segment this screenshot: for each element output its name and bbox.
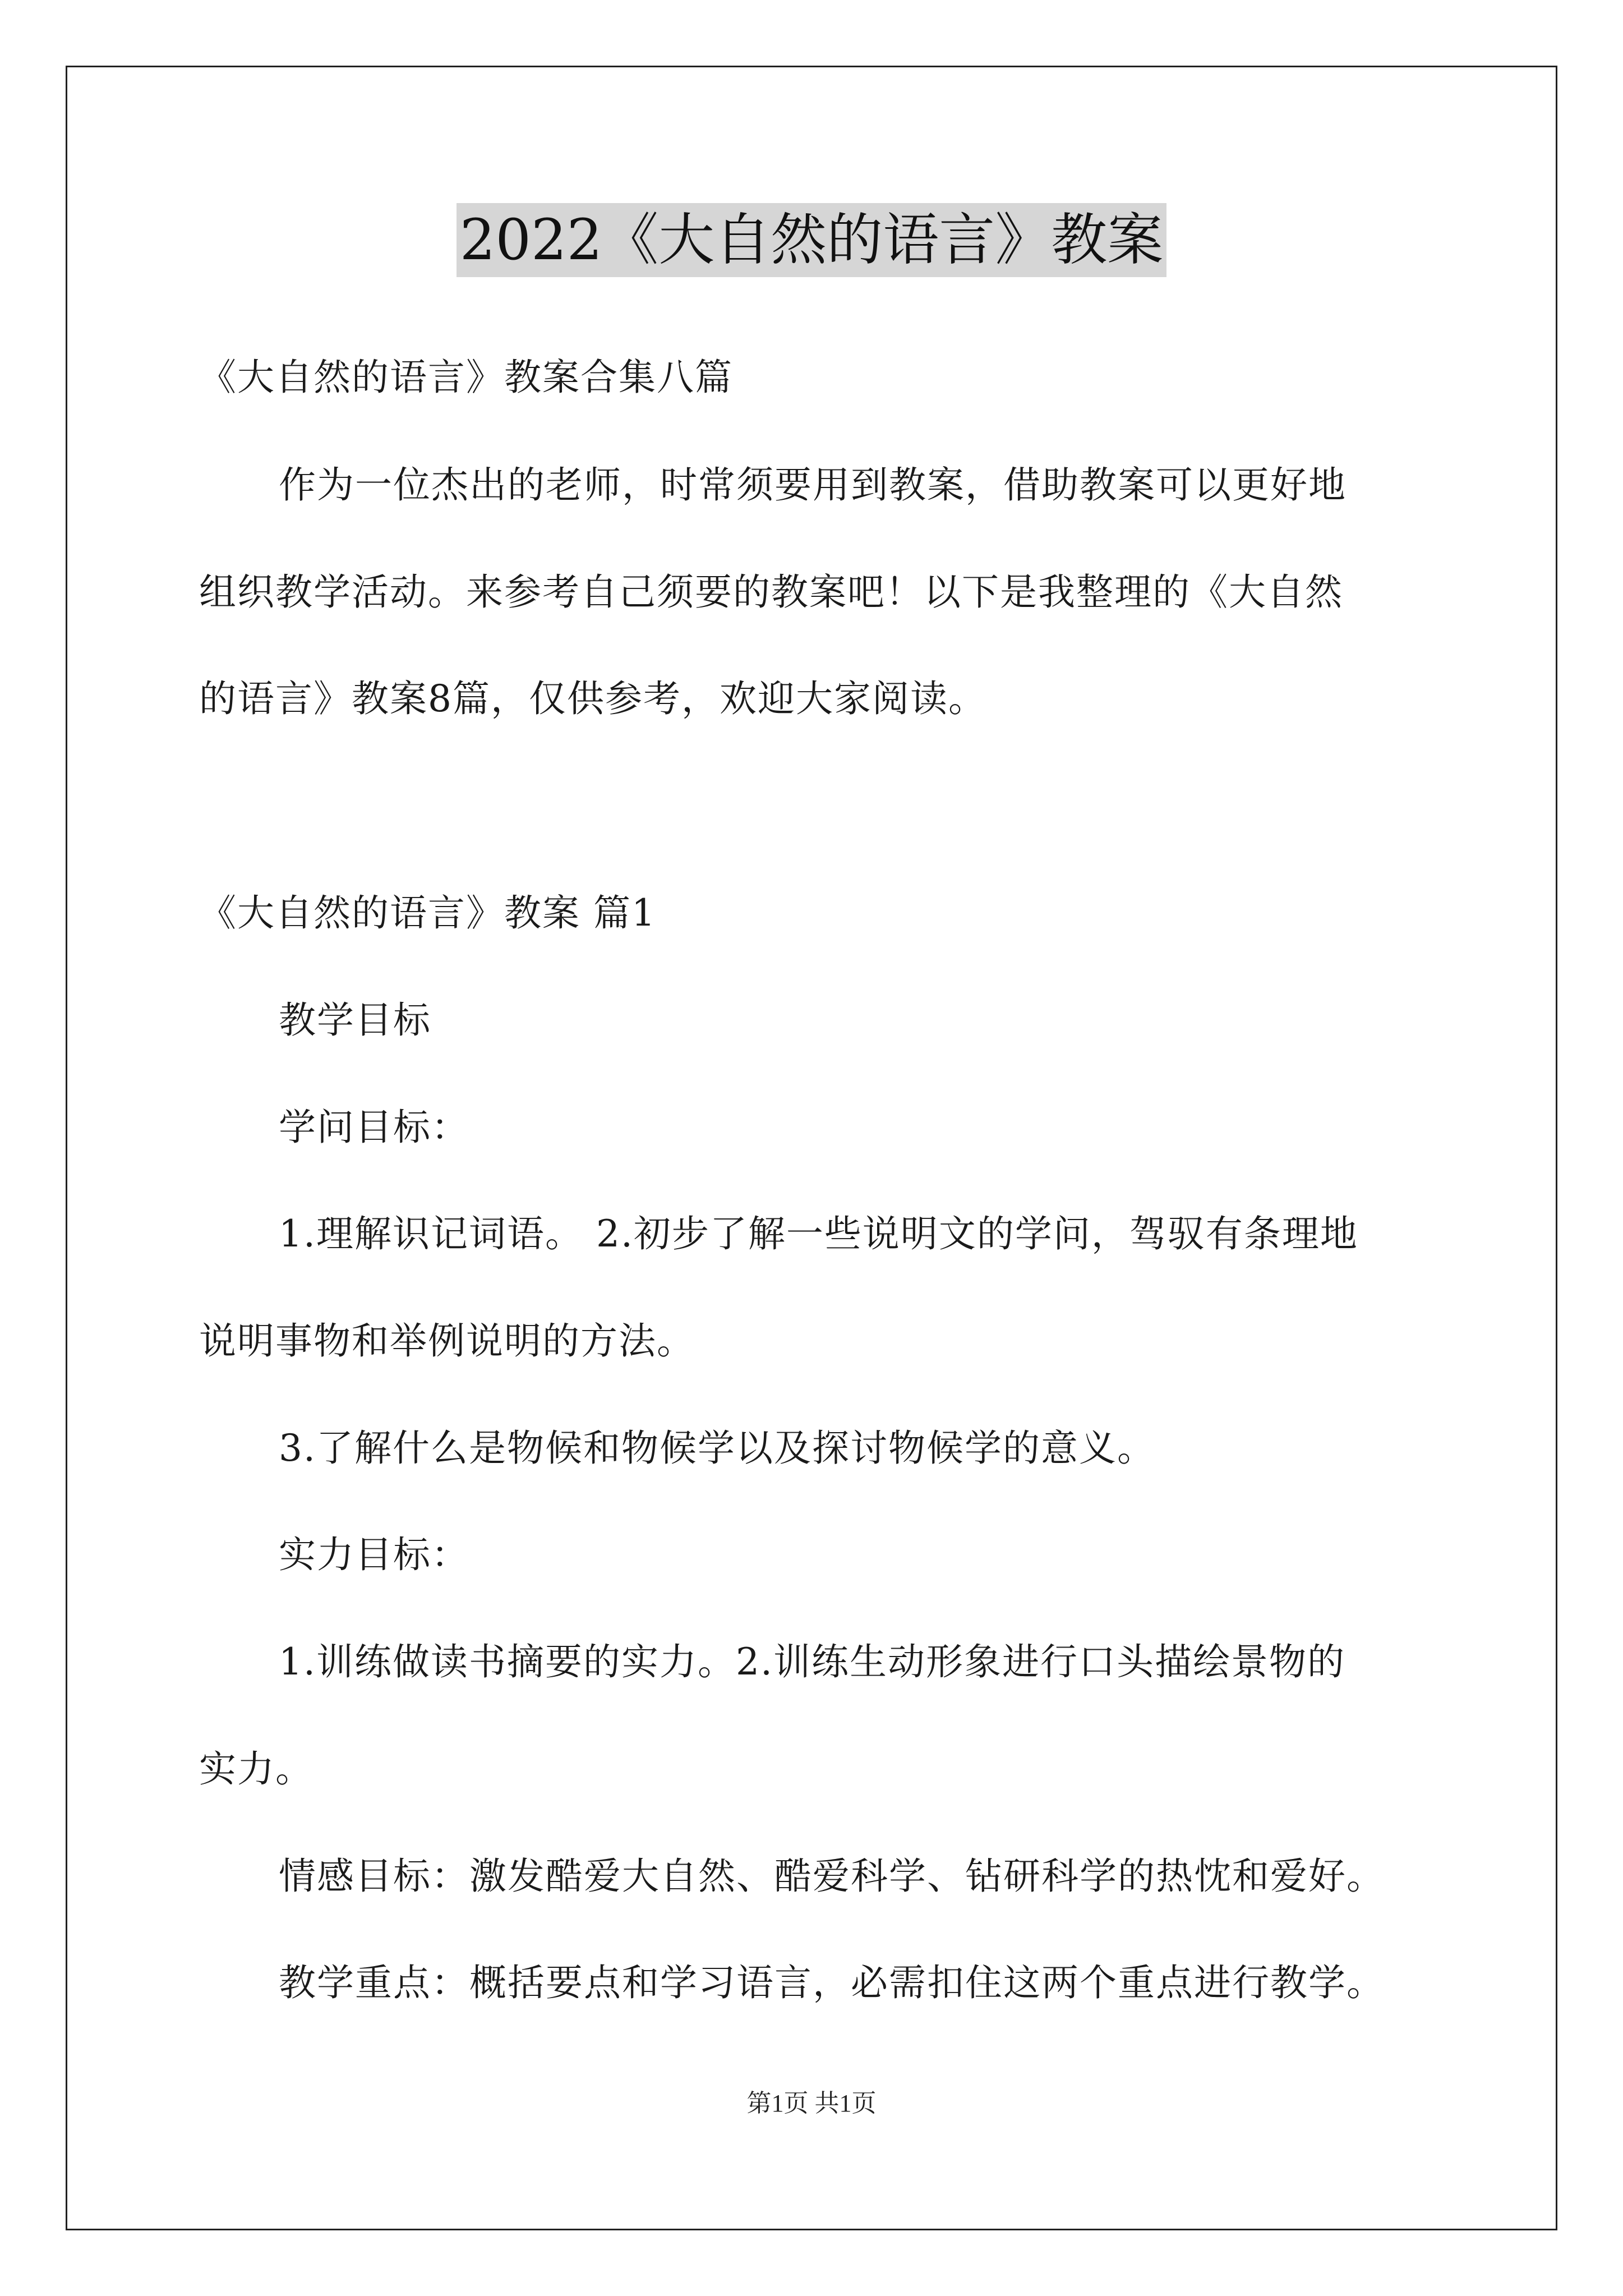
intro-line-3: 的语言》教案8篇，仅供参考，欢迎大家阅读。	[199, 677, 986, 720]
intro-line-2: 组织教学活动。来参考自己须要的教案吧！以下是我整理的《大自然	[199, 570, 1343, 614]
body-line-8: 实力。	[199, 1747, 313, 1791]
body-line-4: 说明事物和举例说明的方法。	[199, 1319, 695, 1363]
body-line-9: 情感目标：激发酷爱大自然、酷爱科学、钻研科学的热忱和爱好。	[279, 1855, 1385, 1898]
body-line-5: 3.了解什么是物候和物候学以及探讨物候学的意义。	[279, 1427, 1155, 1470]
body-line-3: 1.理解识记词语。 2.初步了解一些说明文的学问，驾驭有条理地	[279, 1212, 1358, 1255]
body-line-2: 学问目标：	[279, 1106, 469, 1149]
body-line-6: 实力目标：	[279, 1533, 469, 1576]
intro-line-1: 作为一位杰出的老师，时常须要用到教案，借助教案可以更好地	[279, 463, 1347, 507]
title-container	[0, 203, 1623, 277]
page-footer: 第1页 共1页	[746, 2090, 877, 2117]
body-line-1: 教学目标	[279, 999, 431, 1042]
document-subtitle: 《大自然的语言》教案合集八篇	[199, 356, 733, 399]
body-line-7: 1.训练做读书摘要的实力。2.训练生动形象进行口头描绘景物的	[279, 1640, 1345, 1683]
body-line-10: 教学重点：概括要点和学习语言，必需扣住这两个重点进行教学。	[279, 1961, 1385, 2004]
document-title: 2022《大自然的语言》教案	[457, 203, 1167, 277]
section-heading: 《大自然的语言》教案 篇1	[199, 891, 656, 935]
